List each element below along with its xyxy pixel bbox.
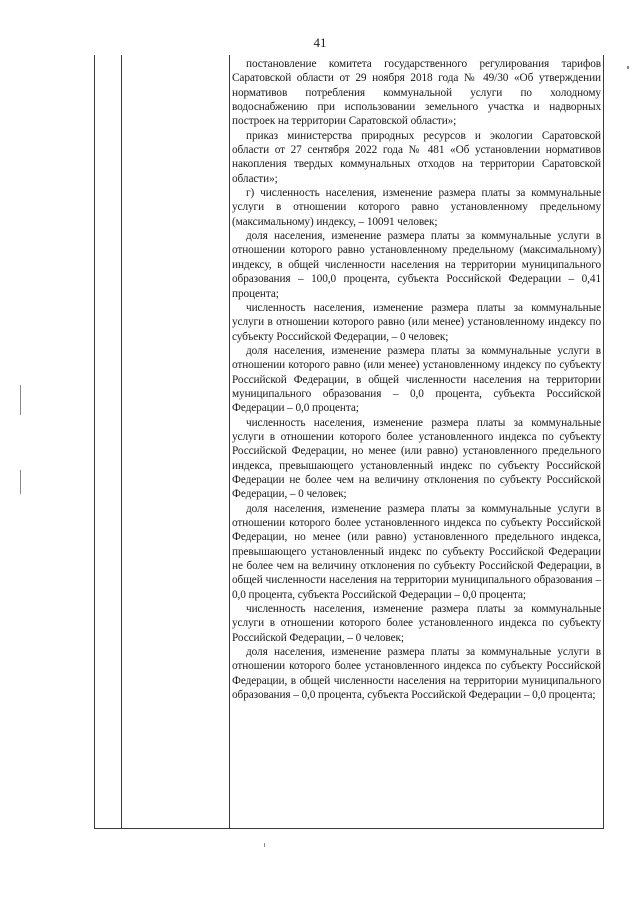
paragraph: численность населения, изменение размера платы за коммунальные услуги в отношении которого равно (или менее) установленному индексу по субъекту Российской Федерации, – 0 человек; — [232, 301, 601, 343]
column-divider-2 — [229, 55, 230, 828]
scan-artifact — [20, 470, 21, 494]
column-divider-1 — [121, 55, 122, 828]
scan-artifact — [20, 385, 21, 415]
paragraph: доля населения, изменение размера платы за коммунальные услуги в отношении которого равно (или менее) установленному индексу по субъекту Российской Федерации, в общей численности населения на территории муниципального образования – 0,0 процента, субъекта Российской Федерации – 0,0 процента; — [232, 344, 601, 415]
paragraph: доля населения, изменение размера платы за коммунальные услуги в отношении которого более установленного индекса по субъекту Российской Федерации, но менее (или равно) установленного предельного индекса, превышающего установленный индекс по субъекту Российской Федерации не более чем на величину отклонения по субъекту Российской Федерации, в общей численности населения на территории муниципального образования – 0,0 процента, субъекта Российской Федерации – 0,0 процента; — [232, 502, 601, 601]
paragraph: численность населения, изменение размера платы за коммунальные услуги в отношении которого более установленного индекса по субъекту Российской Федерации, – 0 человек; — [232, 603, 601, 644]
paragraph: численность населения, изменение размера платы за коммунальные услуги в отношении которого более установленного индекса по субъекту Российской Федерации, но менее (или равно) установленного предельного индекса, превышающего установленный индекс по субъекту Российской Федерации не более чем на величину отклонения по субъекту Российской Федерации, – 0 человек; — [232, 416, 601, 501]
table-text-column — [232, 57, 601, 702]
paragraph: доля населения, изменение размера платы за коммунальные услуги в отношении которого равно установленному предельному (максимальному) индексу, в общей численности населения на территории муниципального образования – 100,0 процента, субъекта Российской Федерации – 0,41 процента; — [232, 230, 601, 300]
scan-artifact — [264, 843, 265, 847]
paragraph: постановление комитета государственного регулирования тарифов Саратовской области от 29 ноября 2018 года № 49/30 «Об утверждении нормативов потребления коммунальной услуги по холодному водоснабжению при использовании земельного участка и надворных построек на территории Саратовской области»; — [232, 58, 601, 128]
paragraph: доля населения, изменение размера платы за коммунальные услуги в отношении которого более установленного индекса по субъекту Российской Федерации, в общей численности населения на территории муниципального образования – 0,0 процента, субъекта Российской Федерации – 0,0 процента; — [232, 646, 601, 702]
page-number: 41 — [313, 35, 327, 50]
paragraph: г) численность населения, изменение размера платы за коммунальные услуги в отношении которого равно установленному предельному (максимальному) индексу, – 10091 человек; — [232, 187, 601, 228]
scan-artifact — [627, 66, 629, 69]
content-table — [94, 55, 604, 829]
paragraph: приказ министерства природных ресурсов и экологии Саратовской области от 27 сентября 2022 года № 481 «Об установлении нормативов накопления твердых коммунальных отходов на территории Саратовской области»; — [232, 129, 601, 185]
